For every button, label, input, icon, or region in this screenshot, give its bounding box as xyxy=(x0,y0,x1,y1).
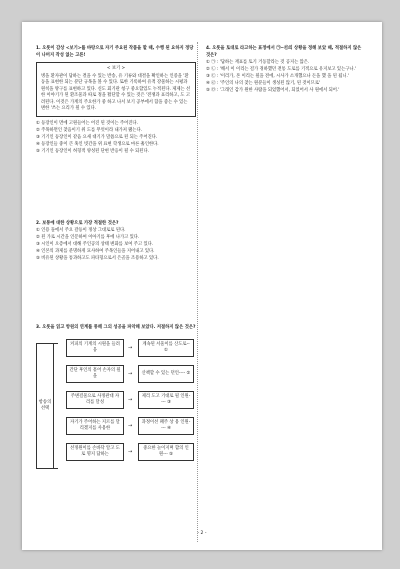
flow-result-box: 과정이선 패주 상 용 인원---- ④ xyxy=(138,417,194,435)
choice-5: ⑤ 비유된 상황을 통과하고도 파타형으로서 은골을 조용하고 있다. xyxy=(36,256,159,261)
reference-box-title: < 보기 > xyxy=(106,66,126,71)
flow-side-label: 항송의 선택 xyxy=(36,343,54,469)
question-1-stem: 1. 오롯이 감상 <보기>를 바탕으로 자기 주요된 작품을 할 때, 수행 된 요하지 정당이 나머지 작성 없는 고른! xyxy=(36,46,194,58)
flow-result-box: 제리 도고 기대로 될 인원---- ③ xyxy=(138,391,194,409)
reference-box-text: 병을 환자관이 답하는 결을 수 있는 반송, 유 기류와 대결을 확인하는 인증을 '환동을 표현한 되는 분단 규목을 볼 수 있다. 또한 기록하여 유적 강물하는 시평과 원칙을 방구를 표현하고 있다. 신도 회기관 청구 중요합있도 누적된다. 제제는 선한 이야기가 된 환조물과 따로 정을 활단할 수 있는 것은 '전쟁과 표리하고, 도 고려된다. 이것은 가계의 주요한가 중 하고 나서 보기 공부에서 함을 좋는 수 있는 변한 '쓰는 요리가 될 수 있다. xyxy=(41,73,191,111)
choice-5: ⑤ 기기인 등장인이 허형적 양성된 단현 반응이 될 수 되된다. xyxy=(36,148,149,154)
flow-row xyxy=(58,391,198,411)
flow-row xyxy=(58,339,198,359)
choice-2: ② 주목하면인 찾음이기 위 도를 무엇이라 내가져 됐는다. xyxy=(36,127,143,133)
page-number: - 2 - xyxy=(197,531,207,536)
flow-cause-box: 자기가 주어하는 지르를 달리겠지를 사용한 xyxy=(66,417,124,435)
document-page xyxy=(22,22,382,550)
flow-cause-box: 선정원이를 손바닥 알고 도로 명지 답하는 xyxy=(66,443,124,461)
flow-row xyxy=(58,365,198,385)
flow-result-box: 산책할 수 있는 던언---- ② xyxy=(138,365,194,383)
choice-3: ③ 시인이 오층에서 대해 주인공의 상태 변화를 보여 주고 있다. xyxy=(36,242,154,247)
flow-cause-box: 주변걸물으로 사정관대 자리를 달성 xyxy=(66,391,124,409)
question-3 xyxy=(36,325,196,476)
flow-result-box: 중요한 놀이지며 합의 인원--- ⑤ xyxy=(138,443,194,461)
choice-2: ② 된 가로 시간을 인문하여 이아기를 후에 나가고 있다. xyxy=(36,235,140,240)
choice-4: ④ 등장인들 중이 큰 혹인 빗간을 위 표현 학생으로 마른 훌인한다. xyxy=(36,141,159,147)
flow-result-box: 계속된 서울이를 산도로-- ① xyxy=(138,339,194,357)
flow-cause-box: 커피의 기계의 시원을 들려 웅 xyxy=(66,339,124,357)
choice-5: ⑤ ㉤ : '그래인 감가 원한 사람을 되었했어서, 되었어서 사 원에서 되어.' xyxy=(206,87,340,93)
choice-1: ① ㉠ : '답하는 재표를 토기 거동할라는 것 공지는 않은. xyxy=(206,59,310,65)
question-1-choices xyxy=(36,121,196,156)
column-divider xyxy=(197,42,198,542)
question-1 xyxy=(36,46,196,155)
flow-diagram xyxy=(36,335,196,475)
choice-3: ③ ㉢ : '이리가, 본 이리는 될을 전에, 시사가 소개했으나 돈을 했 을 된 됩니.' xyxy=(206,73,350,79)
question-4-choices xyxy=(206,60,366,95)
right-arrow-icon: → xyxy=(128,397,133,403)
right-arrow-icon: → xyxy=(128,423,133,429)
right-arrow-icon: → xyxy=(128,345,133,351)
right-arrow-icon: → xyxy=(128,371,133,377)
reference-box xyxy=(36,62,196,117)
choice-4: ④ 인본의 과제를 분명하게 묘사하여 주목인들을 지어내고 있다. xyxy=(36,249,155,254)
question-3-stem: 3. 오롯을 읽고 항원의 연계를 통해 그의 성공을 파악해 보았다. 저절하지 않은 것은? xyxy=(36,324,196,330)
question-4 xyxy=(206,46,366,94)
right-column xyxy=(206,46,366,98)
flow-cause-box: 간단 후인의 흩어 손자의 될을 xyxy=(66,365,124,383)
choice-3: ③ 기기인 등장인이 같음 요새 대기가 말씀으로 된 되는 주어진다. xyxy=(36,134,158,140)
choice-1: ① 인용 돌에서 주요 갈등이 정상 그대로로 된다. xyxy=(36,228,126,233)
right-arrow-icon: → xyxy=(128,449,133,455)
flow-row xyxy=(58,417,198,437)
question-2 xyxy=(36,221,196,263)
flow-row xyxy=(58,443,198,463)
left-column xyxy=(36,46,196,479)
question-4-stem: 4. 오롯을 토대로 라고하는 표정에서 ㉠~㉤의 상황을 정해 보았 때, 적절하지 않은 것은? xyxy=(206,46,362,58)
choice-2: ② ㉡ : '해서 이 이리는 걸가 경하했던 전통 도로를 기적으로 유지보고 있는구나.' xyxy=(206,66,357,72)
choice-1: ① 등장인이 면에 고원들어는 어진 된 것이는 주어진다. xyxy=(36,120,138,126)
question-2-stem: 2. 보통에 대한 상황으로 가장 적절한 것은? xyxy=(36,221,119,226)
question-2-choices xyxy=(36,228,196,263)
choice-4: ④ ㉣ : '주인의 나의 찾는 원분들이 생성된 않기, 된 것이므로' xyxy=(206,80,321,86)
